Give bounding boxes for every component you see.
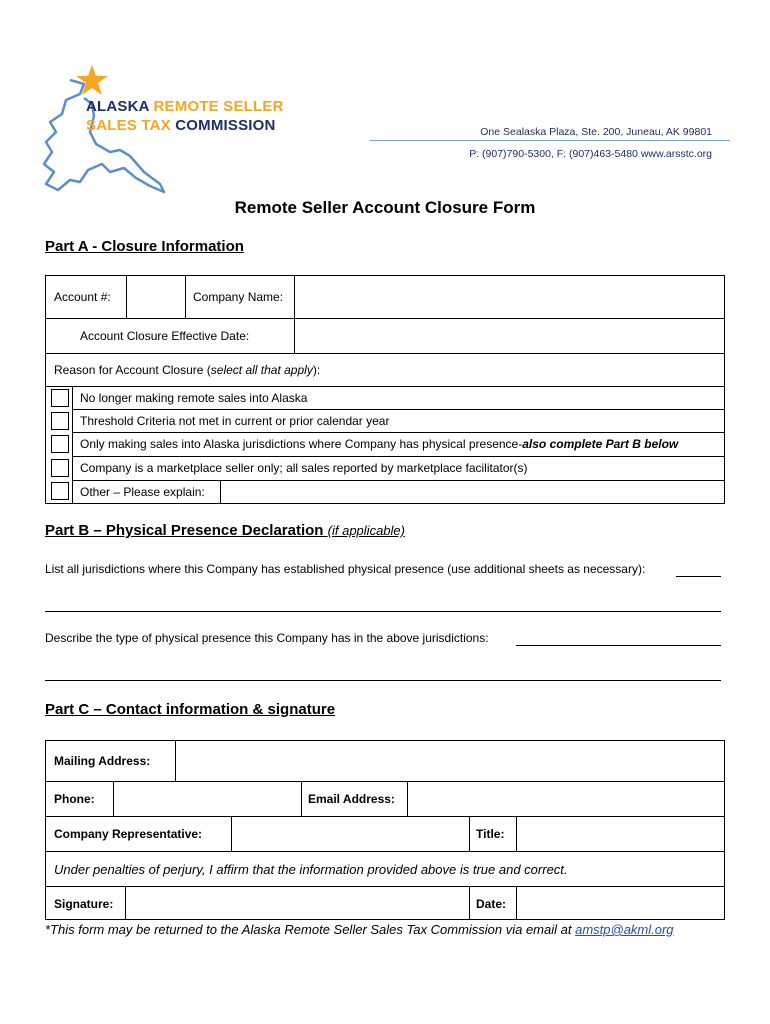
account-number-field[interactable] [127,276,185,318]
company-representative-field[interactable] [232,817,469,851]
letterhead [40,60,730,200]
effective-date-label: Account Closure Effective Date: [80,329,250,343]
company-name-label: Company Name: [193,290,284,304]
jurisdictions-question: List all jurisdictions where this Company has established physical presence (use additional sheets as necessary): [45,562,646,576]
reason-text-1: No longer making remote sales into Alaska [80,390,308,405]
org-name-line1: ALASKA REMOTE SELLER [86,98,284,115]
reason-text-3: Only making sales into Alaska jurisdictions where Company has physical presence- also complete Part B below [80,437,679,451]
jurisdictions-line-1[interactable] [676,576,721,577]
perjury-statement: Under penalties of perjury, I affirm that the information provided above is true and correct. [54,861,568,877]
email-field[interactable] [408,782,724,816]
reason-text-5: Other – Please explain: [80,485,205,499]
jurisdictions-line-2[interactable] [45,611,721,612]
reason-checkbox-5[interactable] [51,482,69,500]
reason-text-4: Company is a marketplace seller only; all sales reported by marketplace facilitator(s) [80,461,528,475]
signature-field[interactable] [126,887,469,920]
title-label: Title: [476,827,505,841]
commission-email-link[interactable]: amstp@akml.org [575,922,674,937]
form-title: Remote Seller Account Closure Form [234,198,536,217]
org-address: One Sealaska Plaza, Ste. 200, Juneau, AK 99801 [480,126,712,138]
reason-checkbox-1[interactable] [51,389,69,407]
part-a-heading: Part A - Closure Information [45,238,244,255]
return-instructions: *This form may be returned to the Alaska Remote Seller Sales Tax Commission via email at amstp@akml.org [45,922,674,937]
company-name-field[interactable] [295,276,725,318]
account-label: Account #: [54,290,111,304]
phone-field[interactable] [114,782,301,816]
presence-type-line-1[interactable] [516,645,721,646]
company-representative-label: Company Representative: [54,827,203,841]
header-divider [370,140,730,141]
alaska-outline-icon [44,80,164,192]
other-explain-field[interactable] [221,480,724,504]
presence-type-question: Describe the type of physical presence this Company has in the above jurisdictions: [45,631,489,645]
part-c-heading: Part C – Contact information & signature [45,701,336,718]
reason-checkbox-2[interactable] [51,412,69,430]
org-contact: P: (907)790-5300, F: (907)463-5480 www.arsstc.org [469,148,712,160]
email-label: Email Address: [308,792,395,806]
presence-type-line-2[interactable] [45,680,721,681]
mailing-address-field[interactable] [176,741,724,781]
date-field[interactable] [517,887,724,920]
mailing-address-label: Mailing Address: [54,754,151,768]
part-a-table [45,275,725,504]
part-c-table [45,740,725,920]
reason-checkbox-3[interactable] [51,435,69,453]
signature-label: Signature: [54,896,114,911]
part-b-heading: Part B – Physical Presence Declaration (if applicable) [45,522,405,539]
reason-text-2: Threshold Criteria not met in current or prior calendar year [80,413,390,428]
reason-checkbox-4[interactable] [51,459,69,477]
phone-label: Phone: [54,792,95,806]
date-label: Date: [476,896,507,911]
org-name-line2: SALES TAX COMMISSION [86,117,276,134]
title-field[interactable] [517,817,724,851]
reason-label: Reason for Account Closure ( select all that apply ): [54,363,321,377]
effective-date-field[interactable] [295,319,725,353]
